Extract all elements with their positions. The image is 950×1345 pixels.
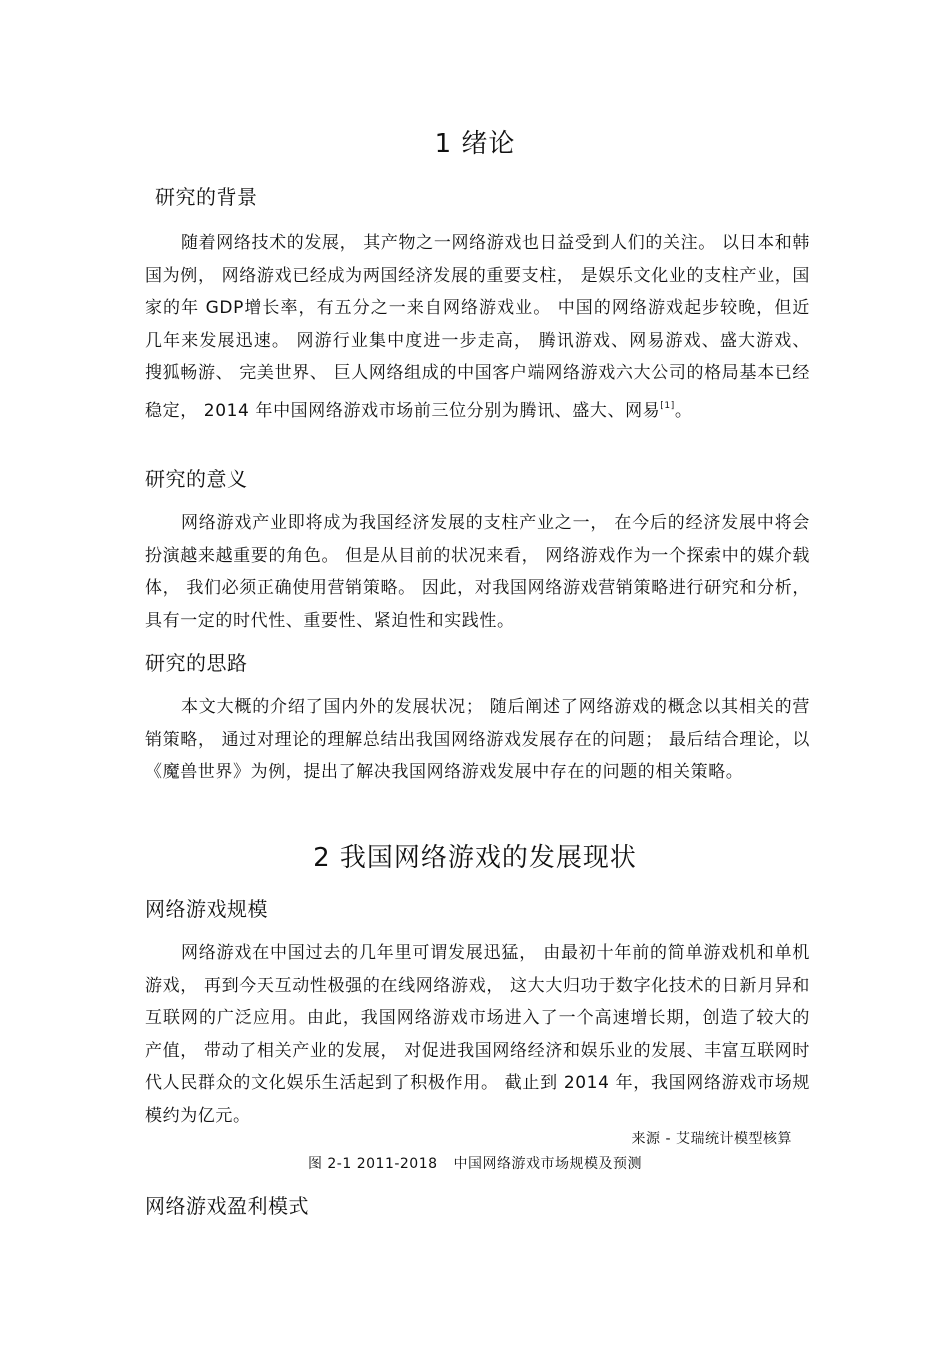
figure-caption-number: 图 2-1 2011-2018 bbox=[307, 1156, 438, 1172]
figure-source: 来源 - 艾瑞统计模型核算 bbox=[631, 1131, 792, 1147]
paragraph-background-end: 。 bbox=[674, 400, 693, 421]
paragraph-approach: 本文大概的介绍了国内外的发展状况； 随后阐述了网络游戏的概念以其相关的营销策略， 通过对理论的理解总结出我国网络游戏发展存在的问题； 最后结合理论，以《魔兽世界》为例，提出了解决我国网络游戏发展中存在的问题的相关策略。 bbox=[145, 697, 810, 782]
paragraph-scale: 网络游戏在中国过去的几年里可谓发展迅猛， 由最初十年前的简单游戏机和单机游戏， 再到今天互动性极强的在线网络游戏， 这大大归功于数字化技术的日新月异和互联网的广泛应用。由此，我国网络游戏市场进入了一个高速增长期，创造了较大的产值， 带动了相关产业的发展， 对促进我国网络经济和娱乐业的发展、丰富互联网时代人民群众的文化娱乐生活起到了积极作用。 截止到 2014 年，我国网络游戏市场规模约为亿元。 bbox=[145, 943, 810, 1126]
paragraph-background bbox=[145, 227, 810, 427]
section-heading-scale: 网络游戏规模 bbox=[145, 897, 268, 921]
section-heading-profit: 网络游戏盈利模式 bbox=[145, 1194, 309, 1218]
chapter-1-title: 1 绪论 bbox=[434, 129, 516, 159]
section-heading-background: 研究的背景 bbox=[155, 185, 258, 209]
section-heading-approach: 研究的思路 bbox=[145, 651, 248, 675]
chapter-2-title: 2 我国网络游戏的发展现状 bbox=[313, 843, 637, 873]
figure-caption bbox=[0, 1153, 950, 1173]
citation-marker: [1] bbox=[660, 400, 675, 411]
paragraph-background-text: 随着网络技术的发展， 其产物之一网络游戏也日益受到人们的关注。 以日本和韩国为例， 网络游戏已经成为两国经济发展的重要支柱， 是娱乐文化业的支柱产业，国家的年 GDP增长率，有五分之一来自网络游戏业。 中国的网络游戏起步较晚，但近几年来发展迅速。 网游行业集中度进一步走高， 腾讯游戏、网易游戏、盛大游戏、 搜狐畅游、 完美世界、 巨人网络组成的中国客户端网络游戏六大公司的格局基本已经稳定， 2014 年中国网络游戏市场前三位分别为腾讯、盛大、网易 bbox=[145, 233, 810, 421]
paragraph-significance: 网络游戏产业即将成为我国经济发展的支柱产业之一， 在今后的经济发展中将会扮演越来越重要的角色。 但是从目前的状况来看， 网络游戏作为一个探索中的媒介载体， 我们必须正确使用营销策略。 因此，对我国网络游戏营销策略进行研究和分析，具有一定的时代性、重要性、紧迫性和实践性。 bbox=[145, 513, 810, 631]
figure-caption-text: 中国网络游戏市场规模及预测 bbox=[453, 1156, 643, 1172]
section-heading-significance: 研究的意义 bbox=[145, 467, 248, 491]
